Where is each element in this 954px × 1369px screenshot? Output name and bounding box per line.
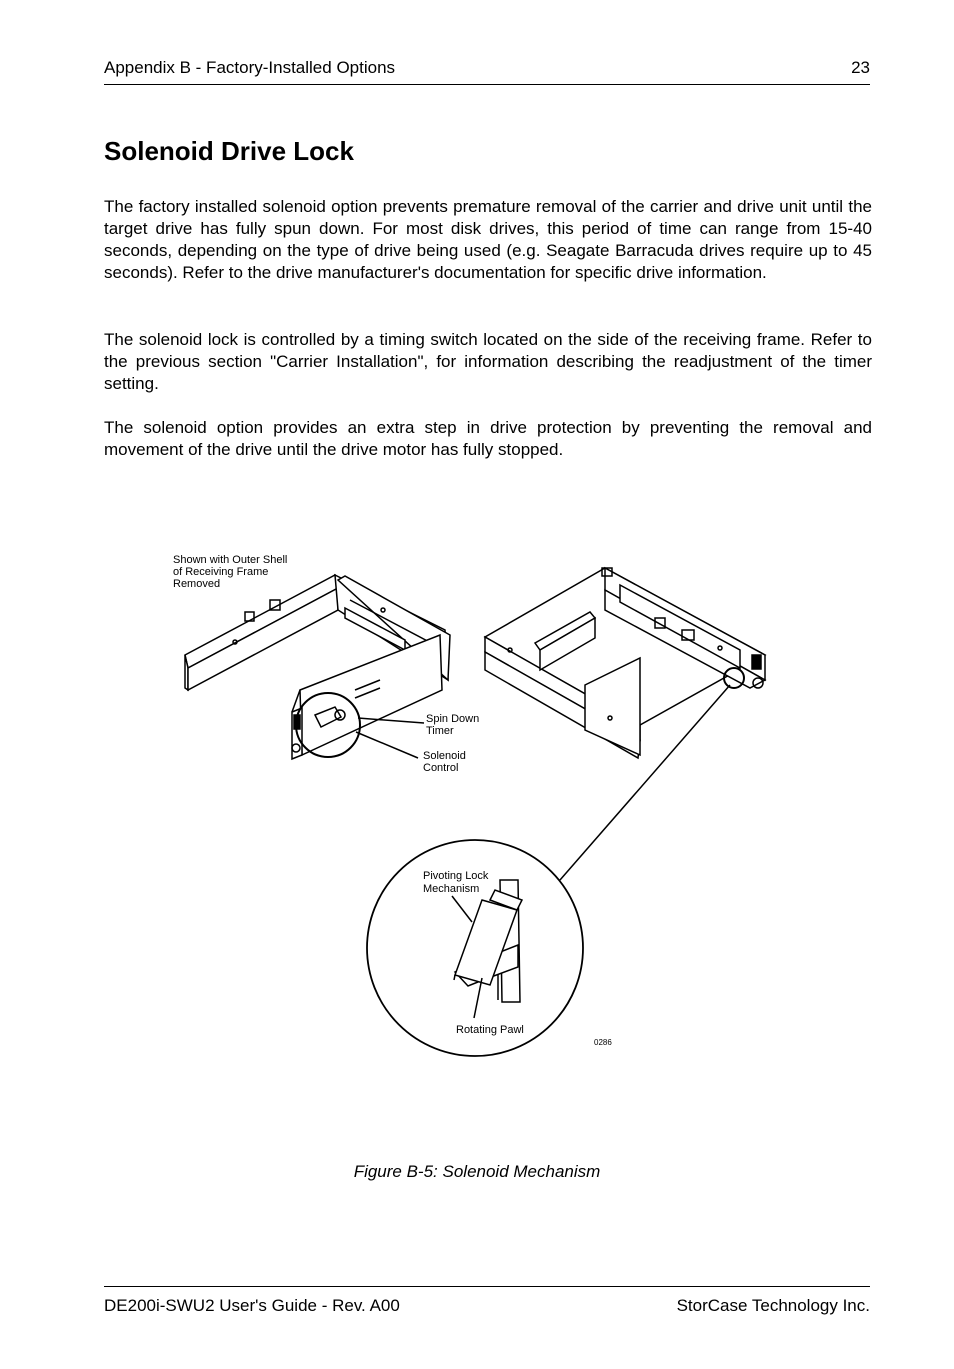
header-section-title: Appendix B - Factory-Installed Options [104, 58, 396, 77]
pivot-label-line2: Mechanism [423, 883, 480, 895]
paragraph-1: The factory installed solenoid option prevents premature removal of the carrier and drive unit until the target drive has fully spun down. For most disk drives, this period of time can range from 15-40 seconds, depending on the type of drive being used (e.g. Seagate Barracuda drives require up to 45 seconds). Refer to the drive manufacturer's documentation for specific drive information. [104, 197, 872, 282]
solenoid-label-line2: Control [423, 762, 459, 774]
right-frame-drawing [485, 568, 765, 880]
figure-note-line1: Shown with Outer Shell [173, 554, 288, 566]
page-footer [104, 1286, 870, 1315]
footer-document: DE200i-SWU2 User's Guide - Rev. A00 [104, 1296, 400, 1315]
left-frame-drawing [185, 575, 450, 759]
figure-caption: Figure B-5: Solenoid Mechanism [353, 1162, 601, 1181]
paragraph-2: The solenoid lock is controlled by a timing switch located on the side of the receiving frame. Refer to the previous section "Carrier Installation", for information describing the readjustment of the timer setting. [104, 330, 872, 393]
figure-note-line2: of Receiving Frame [173, 566, 269, 578]
page-header [104, 56, 870, 85]
header-page-number: 23 [851, 58, 870, 77]
figure-note-line3: Removed [173, 578, 221, 590]
figure-code: 0286 [594, 1038, 612, 1047]
solenoid-figure [150, 540, 800, 1080]
pivot-label-line1: Pivoting Lock [423, 870, 489, 882]
footer-company: StorCase Technology Inc. [676, 1296, 870, 1315]
pawl-label: Rotating Pawl [456, 1024, 524, 1036]
spin-down-label-line2: Timer [426, 725, 454, 737]
solenoid-illustration [150, 540, 800, 1080]
page-title: Solenoid Drive Lock [104, 136, 354, 166]
spin-down-label-line1: Spin Down [426, 713, 480, 725]
solenoid-label-line1: Solenoid [423, 750, 466, 762]
paragraph-3: The solenoid option provides an extra step in drive protection by preventing the removal and movement of the drive until the drive motor has fully stopped. [104, 418, 872, 459]
